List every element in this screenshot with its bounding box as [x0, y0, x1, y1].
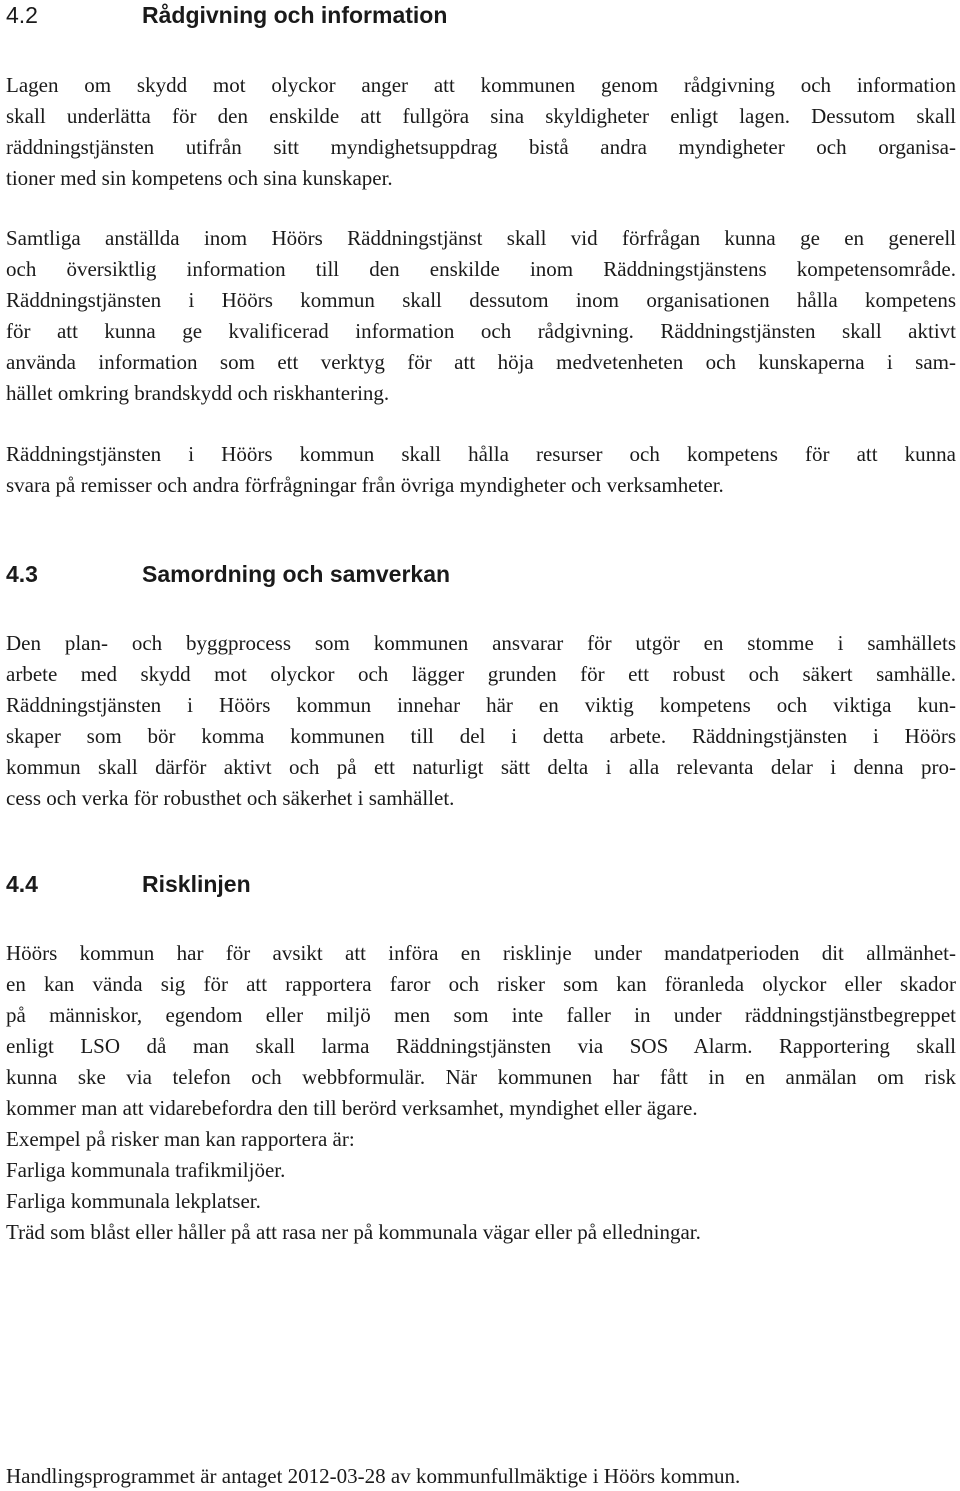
- paragraph-4-4-1: [6, 938, 956, 1248]
- section-heading-4-3: [6, 559, 450, 589]
- text-line: skall underlätta för den enskilde att fullgöra sina skyldigheter enligt lagen. Dessutom skall: [6, 104, 956, 128]
- section-number: 4.3: [6, 561, 38, 587]
- section-title: Risklinjen: [142, 871, 251, 897]
- text-line: Räddningstjänsten i Höörs kommun skall hålla resurser och kompetens för att kunna: [6, 442, 956, 466]
- text-line: kommun skall därför aktivt och på ett naturligt sätt delta i alla relevanta delar i denna pro-: [6, 755, 956, 779]
- section-heading-4-4: [6, 869, 251, 899]
- paragraph-4-3-1: [6, 628, 956, 814]
- text-line: använda information som ett verktyg för att höja medvetenheten och kunskaperna i sam-: [6, 350, 956, 374]
- text-line: enligt LSO då man skall larma Räddningstjänsten via SOS Alarm. Rapportering skall: [6, 1034, 956, 1058]
- text-line: cess och verka för robusthet och säkerhet i samhället.: [6, 786, 455, 810]
- section-number: 4.2: [6, 2, 38, 28]
- paragraph-4-2-2: [6, 223, 956, 409]
- text-line: Träd som blåst eller håller på att rasa ner på kommunala vägar eller på elledningar.: [6, 1220, 701, 1244]
- text-line: tioner med sin kompetens och sina kunskaper.: [6, 166, 393, 190]
- paragraph-4-2-3: [6, 439, 956, 501]
- text-line: kunna ske via telefon och webbformulär. När kommunen har fått in en anmälan om risk: [6, 1065, 956, 1089]
- text-line: svara på remisser och andra förfrågningar från övriga myndigheter och verksamheter.: [6, 473, 724, 497]
- section-heading-4-2: [6, 0, 447, 30]
- section-title: Rådgivning och information: [142, 2, 448, 28]
- text-line: för att kunna ge kvalificerad information och rådgivning. Räddningstjänsten skall aktivt: [6, 319, 956, 343]
- paragraph-4-2-1: [6, 70, 956, 194]
- text-line: Farliga kommunala lekplatser.: [6, 1189, 261, 1213]
- text-line: Räddningstjänsten i Höörs kommun skall dessutom inom organisationen hålla kompetens: [6, 288, 956, 312]
- page-footer: Handlingsprogrammet är antaget 2012-03-28 av kommunfullmäktige i Höörs kommun.: [6, 1464, 741, 1488]
- section-number: 4.4: [6, 871, 38, 897]
- text-line: skaper som bör komma kommunen till del i detta arbete. Räddningstjänsten i Höörs: [6, 724, 956, 748]
- text-line: Farliga kommunala trafikmiljöer.: [6, 1158, 286, 1182]
- section-title: Samordning och samverkan: [142, 561, 451, 587]
- text-line: Räddningstjänsten i Höörs kommun innehar här en viktig kompetens och viktiga kun-: [6, 693, 956, 717]
- text-line: räddningstjänsten utifrån sitt myndighetsuppdrag bistå andra myndigheter och organisa-: [6, 135, 956, 159]
- text-line: hället omkring brandskydd och riskhantering.: [6, 381, 390, 405]
- text-line: en kan vända sig för att rapportera faror och risker som kan föranleda olyckor eller skador: [6, 972, 956, 996]
- text-line: arbete med skydd mot olyckor och lägger grunden för ett robust och säkert samhälle.: [6, 662, 956, 686]
- text-line: Den plan- och byggprocess som kommunen ansvarar för utgör en stomme i samhällets: [6, 631, 956, 655]
- text-line: Samtliga anställda inom Höörs Räddningstjänst skall vid förfrågan kunna ge en generell: [6, 226, 956, 250]
- text-line: och översiktlig information till den enskilde inom Räddningstjänstens kompetensområde.: [6, 257, 956, 281]
- text-line: Exempel på risker man kan rapportera är:: [6, 1127, 355, 1151]
- text-line: Lagen om skydd mot olyckor anger att kommunen genom rådgivning och information: [6, 73, 956, 97]
- text-line: på människor, egendom eller miljö men som inte faller in under räddningstjänstbegreppet: [6, 1003, 956, 1027]
- text-line: Höörs kommun har för avsikt att införa en risklinje under mandatperioden dit allmänhet-: [6, 941, 956, 965]
- text-line: kommer man att vidarebefordra den till berörd verksamhet, myndighet eller ägare.: [6, 1096, 698, 1120]
